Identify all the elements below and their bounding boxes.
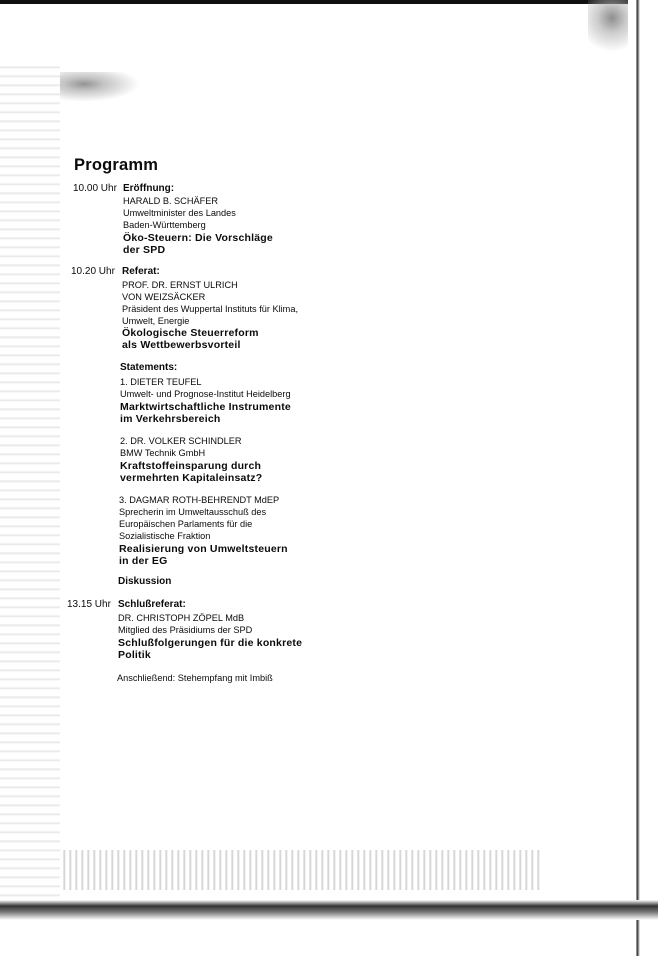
speaker-role: Präsident des Wuppertal Instituts für Klima, (122, 304, 299, 314)
statements-label: Statements: (120, 362, 178, 373)
talk-title: Ökologische Steuerreform (122, 327, 259, 339)
session-label: Referat: (122, 266, 160, 277)
session-time: 13.15 Uhr (67, 599, 111, 610)
talk-title: in der EG (119, 555, 168, 567)
talk-title: Schlußfolgerungen für die konkrete (118, 637, 303, 649)
speaker-role: Mitglied des Präsidiums der SPD (118, 625, 253, 635)
talk-title: Realisierung von Umweltsteuern (119, 543, 288, 555)
speaker-role: Sprecherin im Umweltausschuß des (119, 507, 267, 517)
speaker-role: Umwelt- und Prognose-Institut Heidelberg (120, 389, 291, 399)
talk-title: Marktwirtschaftliche Instrumente (120, 401, 291, 413)
session-label: Schlußreferat: (118, 599, 186, 610)
speaker-role: Europäischen Parlaments für die (119, 519, 253, 529)
scan-noise-left (0, 60, 60, 900)
session-label: Eröffnung: (123, 183, 175, 194)
session-time: 10.20 Uhr (71, 266, 115, 277)
talk-title: der SPD (123, 244, 166, 256)
scan-edge-top (0, 0, 658, 4)
talk-title: im Verkehrsbereich (120, 413, 221, 425)
talk-title: Öko-Steuern: Die Vorschläge (123, 232, 273, 244)
speaker-role: Baden-Württemberg (123, 220, 206, 230)
discussion-label: Diskussion (118, 576, 172, 587)
footer-note: Anschließend: Stehempfang mit Imbiß (117, 673, 273, 683)
talk-title: als Wettbewerbsvorteil (122, 339, 241, 351)
talk-title: Kraftstoffeinsparung durch (120, 460, 262, 472)
talk-title: Politik (118, 649, 151, 661)
scan-edge-bottom (0, 900, 658, 920)
speaker-name: 1. DIETER TEUFEL (120, 377, 202, 387)
scan-edge-right (628, 0, 658, 956)
speaker-role: BMW Technik GmbH (120, 448, 206, 458)
speaker-role: Umweltminister des Landes (123, 208, 236, 218)
speaker-name: PROF. DR. ERNST ULRICH (122, 280, 238, 290)
speaker-name: DR. CHRISTOPH ZÖPEL MdB (118, 613, 245, 623)
scan-smudge-corner (588, 0, 628, 60)
speaker-name: HARALD B. SCHÄFER (123, 196, 218, 206)
speaker-name: VON WEIZSÄCKER (122, 292, 206, 302)
talk-title: vermehrten Kapitaleinsatz? (120, 472, 263, 484)
scan-noise-bottom (60, 850, 540, 890)
scan-smudge (60, 72, 140, 102)
speaker-role: Sozialistische Fraktion (119, 531, 211, 541)
session-time: 10.00 Uhr (73, 183, 117, 194)
page-title: Programm (74, 156, 159, 174)
speaker-name: 3. DAGMAR ROTH-BEHRENDT MdEP (119, 495, 280, 505)
speaker-name: 2. DR. VOLKER SCHINDLER (120, 436, 242, 446)
speaker-role: Umwelt, Energie (122, 316, 190, 326)
